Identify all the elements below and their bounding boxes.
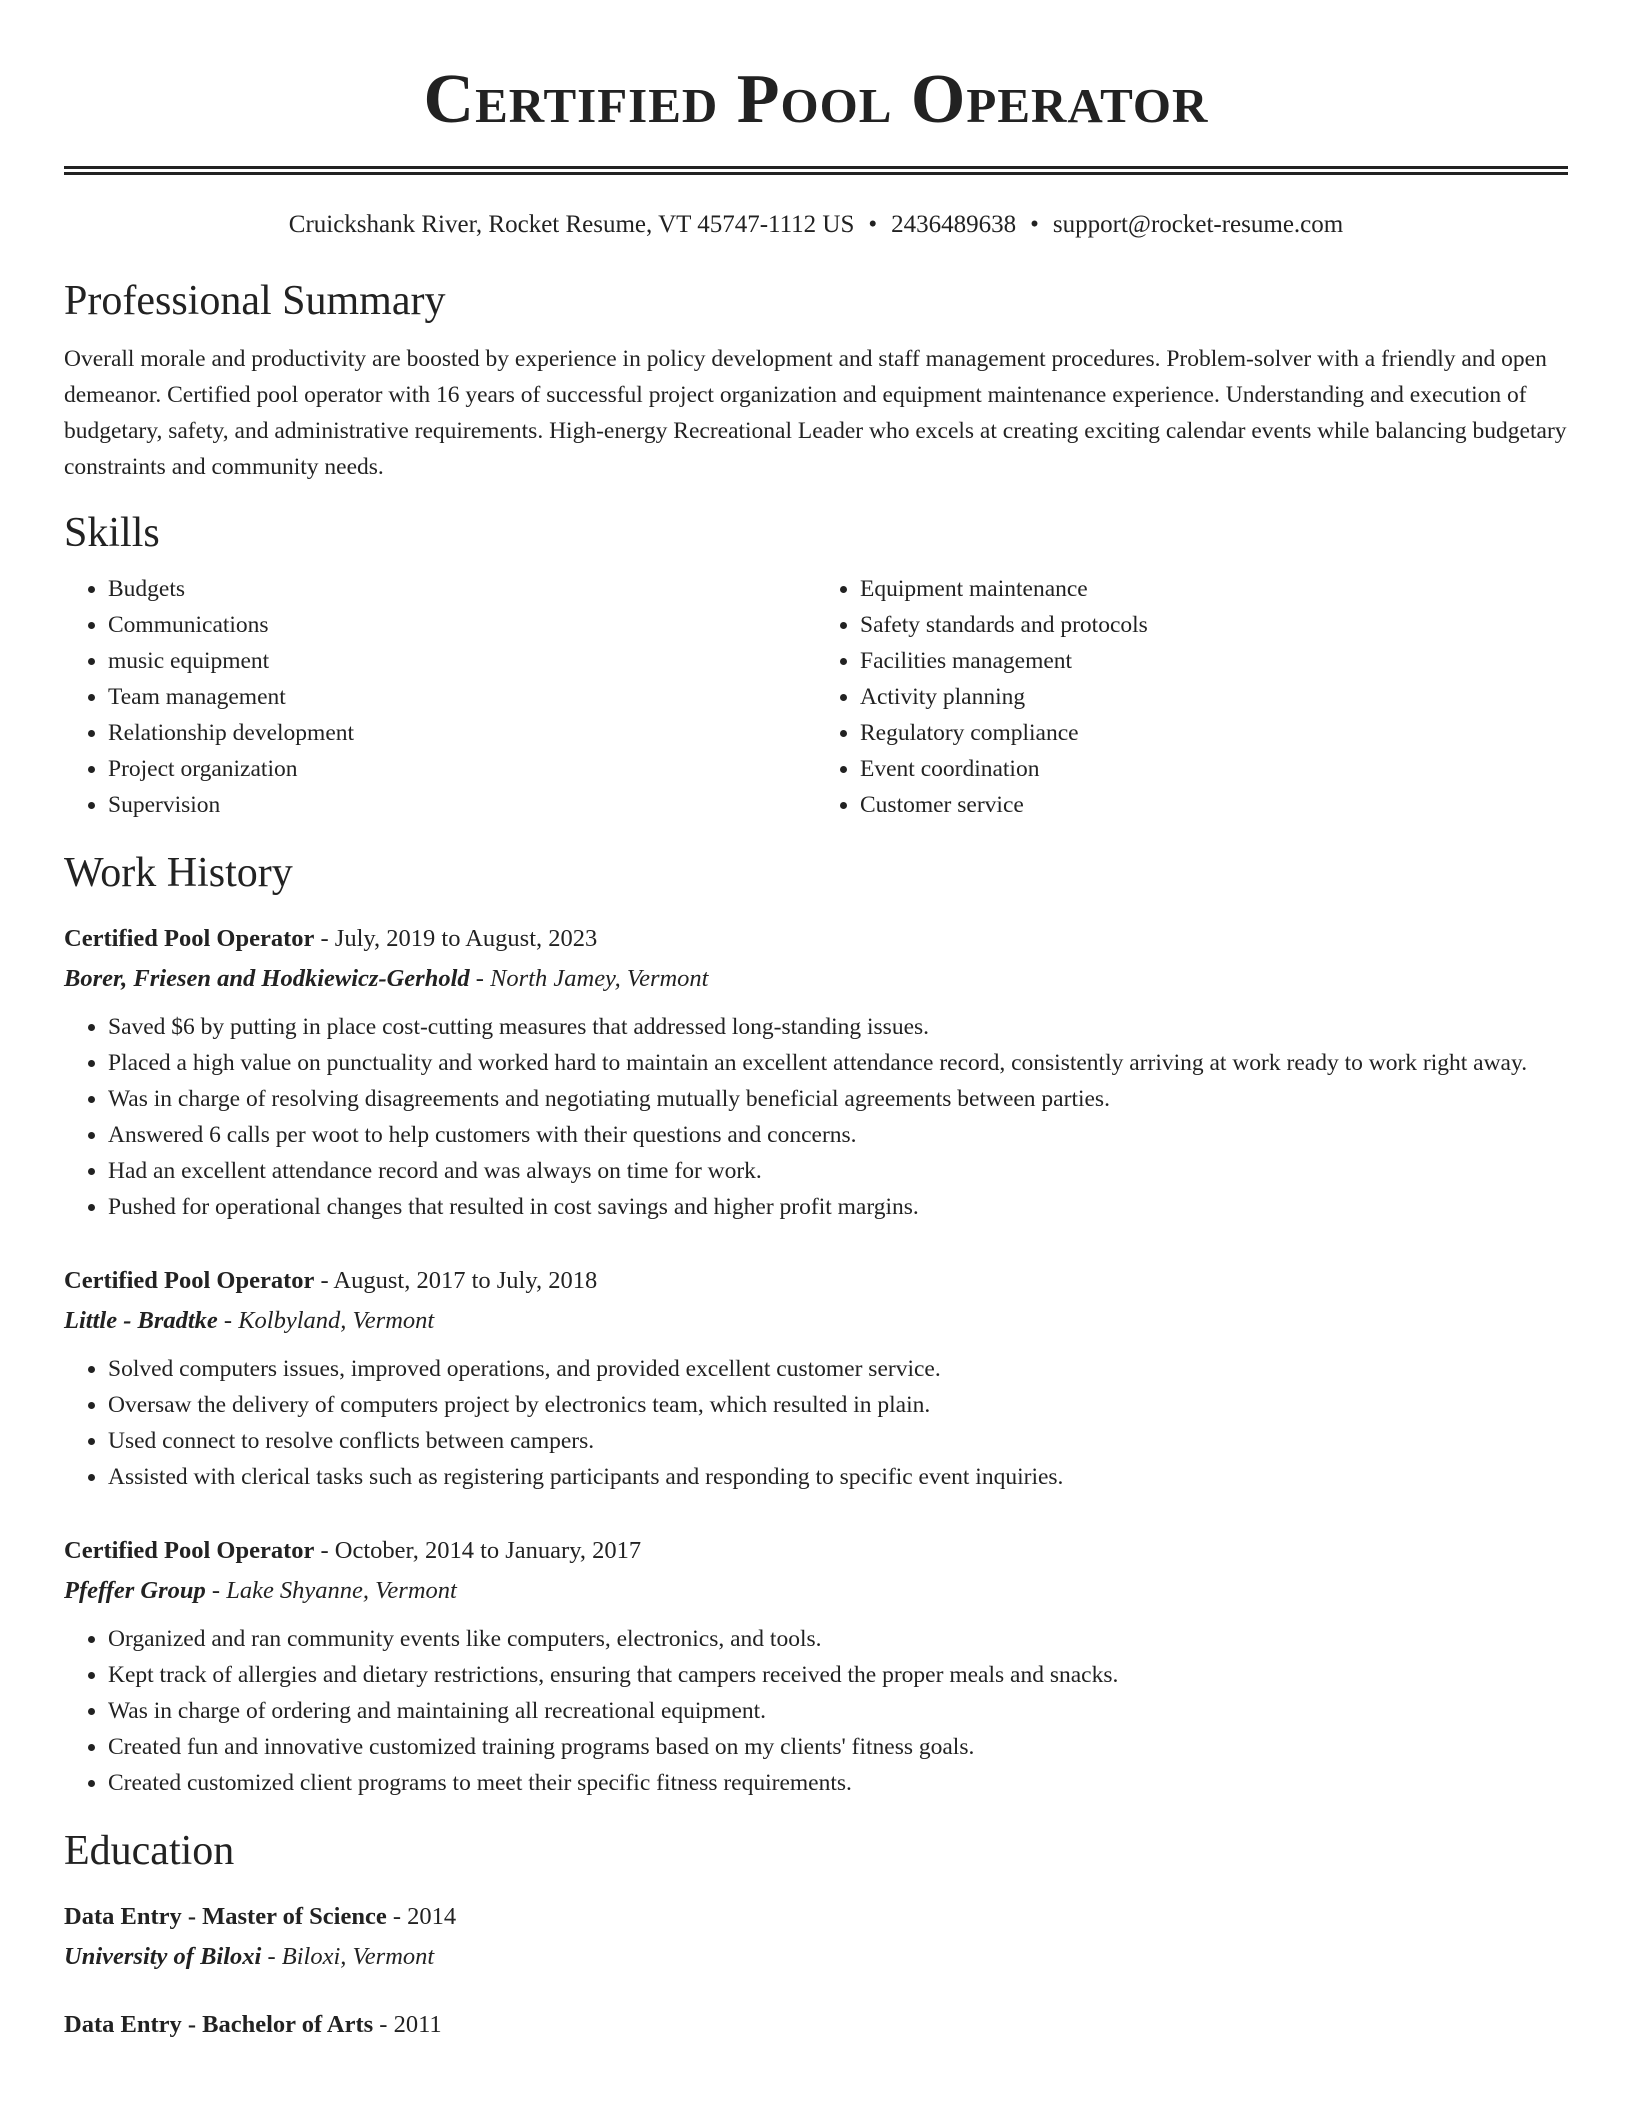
education-school: University of Biloxi [64,1943,262,1970]
skill-item: • Budgets [108,571,816,607]
job-employer: Little - Bradtke [64,1307,218,1334]
job-bullet: • Created customized client programs to meet their specific fitness requirements. [108,1765,1568,1801]
education-entry [64,1897,1568,1977]
job-dates: October, 2014 to January, 2017 [334,1537,642,1564]
job-bullet: • Placed a high value on punctuality and worked hard to maintain an excellent attendance record, consistently arriving at work ready to work right away. [108,1045,1568,1081]
job-role: Certified Pool Operator [64,1267,315,1294]
job-title-line: Certified Pool Operator - July, 2019 to August, 2023 [64,925,598,952]
job-bullet: • Was in charge of resolving disagreements and negotiating mutually beneficial agreements between parties. [108,1081,1568,1117]
job-role: Certified Pool Operator [64,925,315,952]
skill-item: • Regulatory compliance [860,715,1568,751]
contact-address: Cruickshank River, Rocket Resume, VT 45747-1112 US [288,211,855,238]
education-entry [64,2005,1568,2045]
job-bullet: • Saved $6 by putting in place cost-cutting measures that addressed long-standing issues. [108,1009,1568,1045]
job-bullet: • Solved computers issues, improved operations, and provided excellent customer service. [108,1351,1568,1387]
job-bullet: • Oversaw the delivery of computers project by electronics team, which resulted in plain. [108,1387,1568,1423]
education-degree: Data Entry - Bachelor of Arts [64,2011,374,2038]
skills-column-left [64,571,816,823]
job-employer-line: Borer, Friesen and Hodkiewicz-Gerhold - North Jamey, Vermont [64,965,709,992]
job-bullets [64,1009,1568,1225]
job-bullet: • Was in charge of ordering and maintaining all recreational equipment. [108,1693,1568,1729]
skill-item: • Project organization [108,751,816,787]
education-degree-line: Data Entry - Master of Science - 2014 [64,1903,457,1930]
job-title-line: Certified Pool Operator - August, 2017 to July, 2018 [64,1267,598,1294]
job-bullet: • Kept track of allergies and dietary restrictions, ensuring that campers received the proper meals and snacks. [108,1657,1568,1693]
skill-item: • Equipment maintenance [860,571,1568,607]
summary-text: Overall morale and productivity are boosted by experience in policy development and staff management procedures. Problem-solver with a friendly and open demeanor. Certified pool operator with 16 years of successful project organization and equipment maintenance experience. Understanding and execution of budgetary, safety, and administrative requirements. High-energy Recreational Leader who excels at creating exciting calendar events while balancing budgetary constraints and community needs. [64,346,1567,480]
job-location: Kolbyland, Vermont [238,1307,435,1334]
job-bullets [64,1621,1568,1801]
contact-phone: 2436489638 [891,211,1017,238]
job-role: Certified Pool Operator [64,1537,315,1564]
skill-item: • Team management [108,679,816,715]
job-bullet: • Had an excellent attendance record and was always on time for work. [108,1153,1568,1189]
job-bullet: • Used connect to resolve conflicts between campers. [108,1423,1568,1459]
job-entry [64,1261,1568,1495]
job-employer: Pfeffer Group [64,1577,206,1604]
job-entry [64,919,1568,1225]
job-employer-line: Little - Bradtke - Kolbyland, Vermont [64,1307,435,1334]
skills-grid [64,571,1568,823]
header-divider [64,166,1568,175]
job-location: Lake Shyanne, Vermont [226,1577,457,1604]
section-title-skills: Skills [64,510,160,556]
skill-item: • Event coordination [860,751,1568,787]
job-employer: Borer, Friesen and Hodkiewicz-Gerhold [64,965,470,992]
education-school-line: University of Biloxi - Biloxi, Vermont [64,1943,435,1970]
skill-item: • Supervision [108,787,816,823]
skills-column-right [816,571,1568,823]
education-degree: Data Entry - Master of Science [64,1903,387,1930]
resume-name-title: Certified Pool Operator [423,61,1209,138]
job-bullet: • Pushed for operational changes that resulted in cost savings and higher profit margins. [108,1189,1568,1225]
skill-item: • Relationship development [108,715,816,751]
job-bullet: • Assisted with clerical tasks such as registering participants and responding to specific event inquiries. [108,1459,1568,1495]
skill-item: • Safety standards and protocols [860,607,1568,643]
section-title-summary: Professional Summary [64,278,446,324]
skill-item: • Customer service [860,787,1568,823]
job-bullet: • Answered 6 calls per woot to help customers with their questions and concerns. [108,1117,1568,1153]
section-title-education: Education [64,1828,235,1874]
job-bullet: • Organized and ran community events like computers, electronics, and tools. [108,1621,1568,1657]
job-dates: July, 2019 to August, 2023 [334,925,598,952]
job-bullets [64,1351,1568,1495]
job-location: North Jamey, Vermont [490,965,709,992]
contact-line [64,209,1568,241]
skill-item: • music equipment [108,643,816,679]
contact-email: support@rocket-resume.com [1052,211,1344,238]
job-entry [64,1531,1568,1801]
skill-item: • Activity planning [860,679,1568,715]
job-bullet: • Created fun and innovative customized training programs based on my clients' fitness goals. [108,1729,1568,1765]
education-year: 2011 [393,2011,442,2038]
section-title-work-history: Work History [64,850,293,896]
job-employer-line: Pfeffer Group - Lake Shyanne, Vermont [64,1577,457,1604]
education-degree-line: Data Entry - Bachelor of Arts - 2011 [64,2011,442,2038]
education-location: Biloxi, Vermont [281,1943,435,1970]
education-year: 2014 [407,1903,457,1930]
job-title-line: Certified Pool Operator - October, 2014 to January, 2017 [64,1537,642,1564]
skill-item: • Facilities management [860,643,1568,679]
contact-separator: • [868,211,878,238]
skill-item: • Communications [108,607,816,643]
contact-separator: • [1030,211,1039,238]
job-dates: August, 2017 to July, 2018 [333,1267,598,1294]
